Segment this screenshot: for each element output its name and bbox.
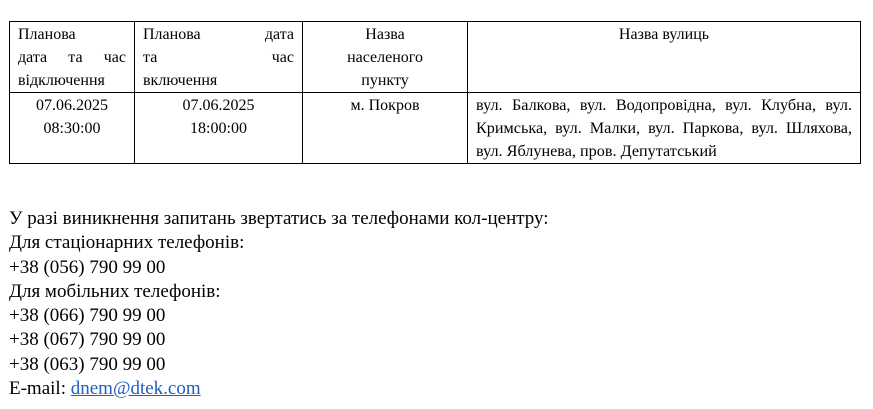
on-time: 18:00:00	[190, 120, 247, 137]
mobile-phone: +38 (067) 790 99 00	[9, 329, 166, 351]
header-place-line1: Назва	[365, 26, 405, 43]
landline-phone: +38 (056) 790 99 00	[9, 256, 166, 278]
table-row	[10, 93, 861, 164]
header-off-line2: дата та час	[18, 49, 126, 66]
header-planned-on	[135, 22, 303, 93]
header-place-line3: пункту	[361, 72, 409, 89]
header-off-line3: відключення	[18, 72, 105, 89]
header-streets: Назва вулиць	[468, 22, 861, 93]
mobile-phone: +38 (066) 790 99 00	[9, 305, 166, 327]
cell-off-datetime	[10, 93, 135, 164]
header-planned-off	[10, 22, 135, 93]
off-time: 08:30:00	[43, 120, 101, 137]
cell-streets: вул. Балкова, вул. Водопровідна, вул. Клубна, вул. Кримська, вул. Малки, вул. Паркова, вул. Шляхова, вул. Яблунева, пров. Депутатський	[468, 93, 861, 164]
header-place	[303, 22, 468, 93]
header-on-line3: включення	[143, 72, 218, 89]
cell-place: м. Покров	[303, 93, 468, 164]
mobile-label: Для мобільних телефонів:	[9, 280, 221, 302]
mobile-phone: +38 (063) 790 99 00	[9, 353, 166, 375]
outage-schedule-table	[9, 21, 861, 164]
contact-intro: У разі виникнення запитань звертатись за телефонами кол-центру:	[9, 208, 549, 229]
header-on-line1: Планова дата	[143, 26, 294, 43]
contact-info	[9, 207, 549, 401]
header-place-line2: населеного	[347, 49, 423, 66]
on-date: 07.06.2025	[182, 97, 255, 114]
email-label: E-mail:	[9, 378, 71, 400]
cell-on-datetime	[135, 93, 303, 164]
table-header-row	[10, 22, 861, 93]
off-date: 07.06.2025	[36, 97, 108, 114]
header-off-line1: Планова	[18, 26, 76, 43]
landline-label: Для стаціонарних телефонів:	[9, 232, 245, 254]
email-line	[9, 377, 549, 401]
email-link[interactable]: dnem@dtek.com	[70, 378, 201, 400]
header-on-line2: та час	[143, 49, 294, 66]
